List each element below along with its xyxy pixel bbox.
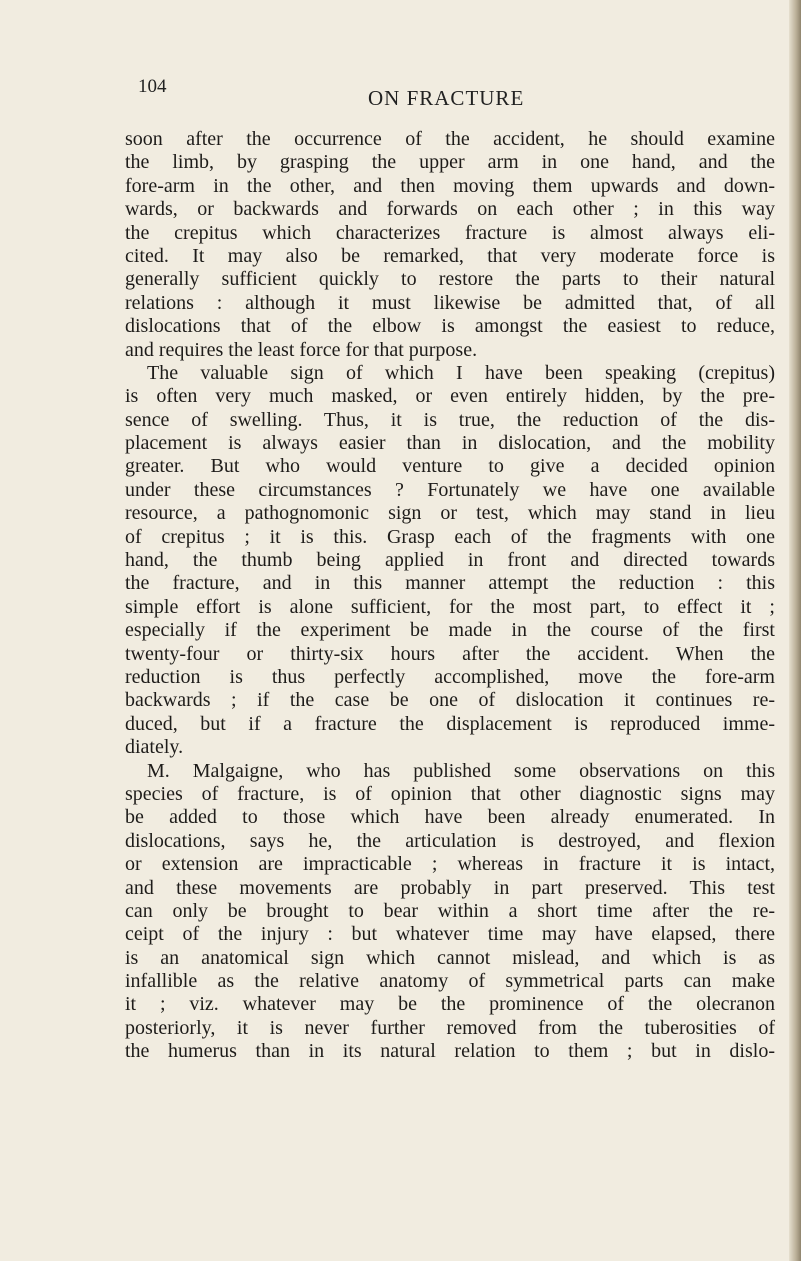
text-line: generally sufficient quickly to restore the parts to their natural — [125, 268, 775, 291]
text-line: the fracture, and in this manner attempt the reduction : this — [125, 572, 775, 595]
text-line: the crepitus which characterizes fracture is almost always eli- — [125, 221, 775, 244]
text-line: especially if the experiment be made in the course of the first — [125, 619, 775, 642]
binding-edge-shadow — [789, 0, 801, 1261]
text-line: or extension are impracticable ; whereas in fracture it is intact, — [125, 853, 775, 876]
text-line: simple effort is alone sufficient, for the most part, to effect it ; — [125, 595, 775, 618]
text-line: can only be brought to bear within a short time after the re- — [125, 899, 775, 922]
text-line: be added to those which have been already enumerated. In — [125, 806, 775, 829]
text-line: the limb, by grasping the upper arm in one hand, and the — [125, 151, 775, 174]
text-line: twenty-four or thirty-six hours after the accident. When the — [125, 642, 775, 665]
text-line: it ; viz. whatever may be the prominence of the olecranon — [125, 993, 775, 1016]
text-line: The valuable sign of which I have been speaking (crepitus) — [147, 361, 775, 384]
text-line: greater. But who would venture to give a decided opinion — [125, 455, 775, 478]
text-line: reduction is thus perfectly accomplished, move the fore-arm — [125, 665, 775, 688]
page-number: 104 — [138, 76, 167, 97]
body-text — [125, 128, 775, 1064]
text-line: is an anatomical sign which cannot mislead, and which is as — [125, 946, 775, 969]
text-line: backwards ; if the case be one of dislocation it continues re- — [125, 689, 775, 712]
text-line: M. Malgaigne, who has published some observations on this — [147, 759, 775, 782]
running-head: ON FRACTURE — [368, 86, 525, 110]
text-line: of crepitus ; it is this. Grasp each of the fragments with one — [125, 525, 775, 548]
text-line: hand, the thumb being applied in front and directed towards — [125, 549, 775, 572]
text-line: ceipt of the injury : but whatever time may have elapsed, there — [125, 923, 775, 946]
text-line: resource, a pathognomonic sign or test, which may stand in lieu — [125, 502, 775, 525]
text-line: wards, or backwards and forwards on each other ; in this way — [125, 198, 775, 221]
text-line: diately. — [125, 736, 184, 759]
text-line: is often very much masked, or even entirely hidden, by the pre- — [125, 385, 775, 408]
text-line: cited. It may also be remarked, that very moderate force is — [125, 244, 775, 267]
text-line: sence of swelling. Thus, it is true, the reduction of the dis- — [125, 408, 775, 431]
text-line: soon after the occurrence of the accident, he should examine — [125, 128, 775, 150]
text-line: and these movements are probably in part preserved. This test — [125, 876, 775, 899]
text-line: duced, but if a fracture the displacement is reproduced imme- — [125, 712, 775, 735]
text-line: the humerus than in its natural relation to them ; but in dislo- — [125, 1040, 775, 1063]
text-line: placement is always easier than in dislocation, and the mobility — [125, 432, 775, 455]
text-line: dislocations that of the elbow is amongst the easiest to reduce, — [125, 315, 775, 338]
text-line: under these circumstances ? Fortunately we have one available — [125, 478, 775, 501]
text-line: species of fracture, is of opinion that other diagnostic signs may — [125, 782, 775, 805]
text-line: infallible as the relative anatomy of symmetrical parts can make — [125, 970, 775, 993]
text-line: posteriorly, it is never further removed from the tuberosities of — [125, 1016, 775, 1039]
text-line: dislocations, says he, the articulation is destroyed, and flexion — [125, 829, 775, 852]
text-line: relations : although it must likewise be admitted that, of all — [125, 291, 775, 314]
text-line: fore-arm in the other, and then moving them upwards and down- — [125, 174, 775, 197]
text-line: and requires the least force for that purpose. — [125, 338, 478, 361]
